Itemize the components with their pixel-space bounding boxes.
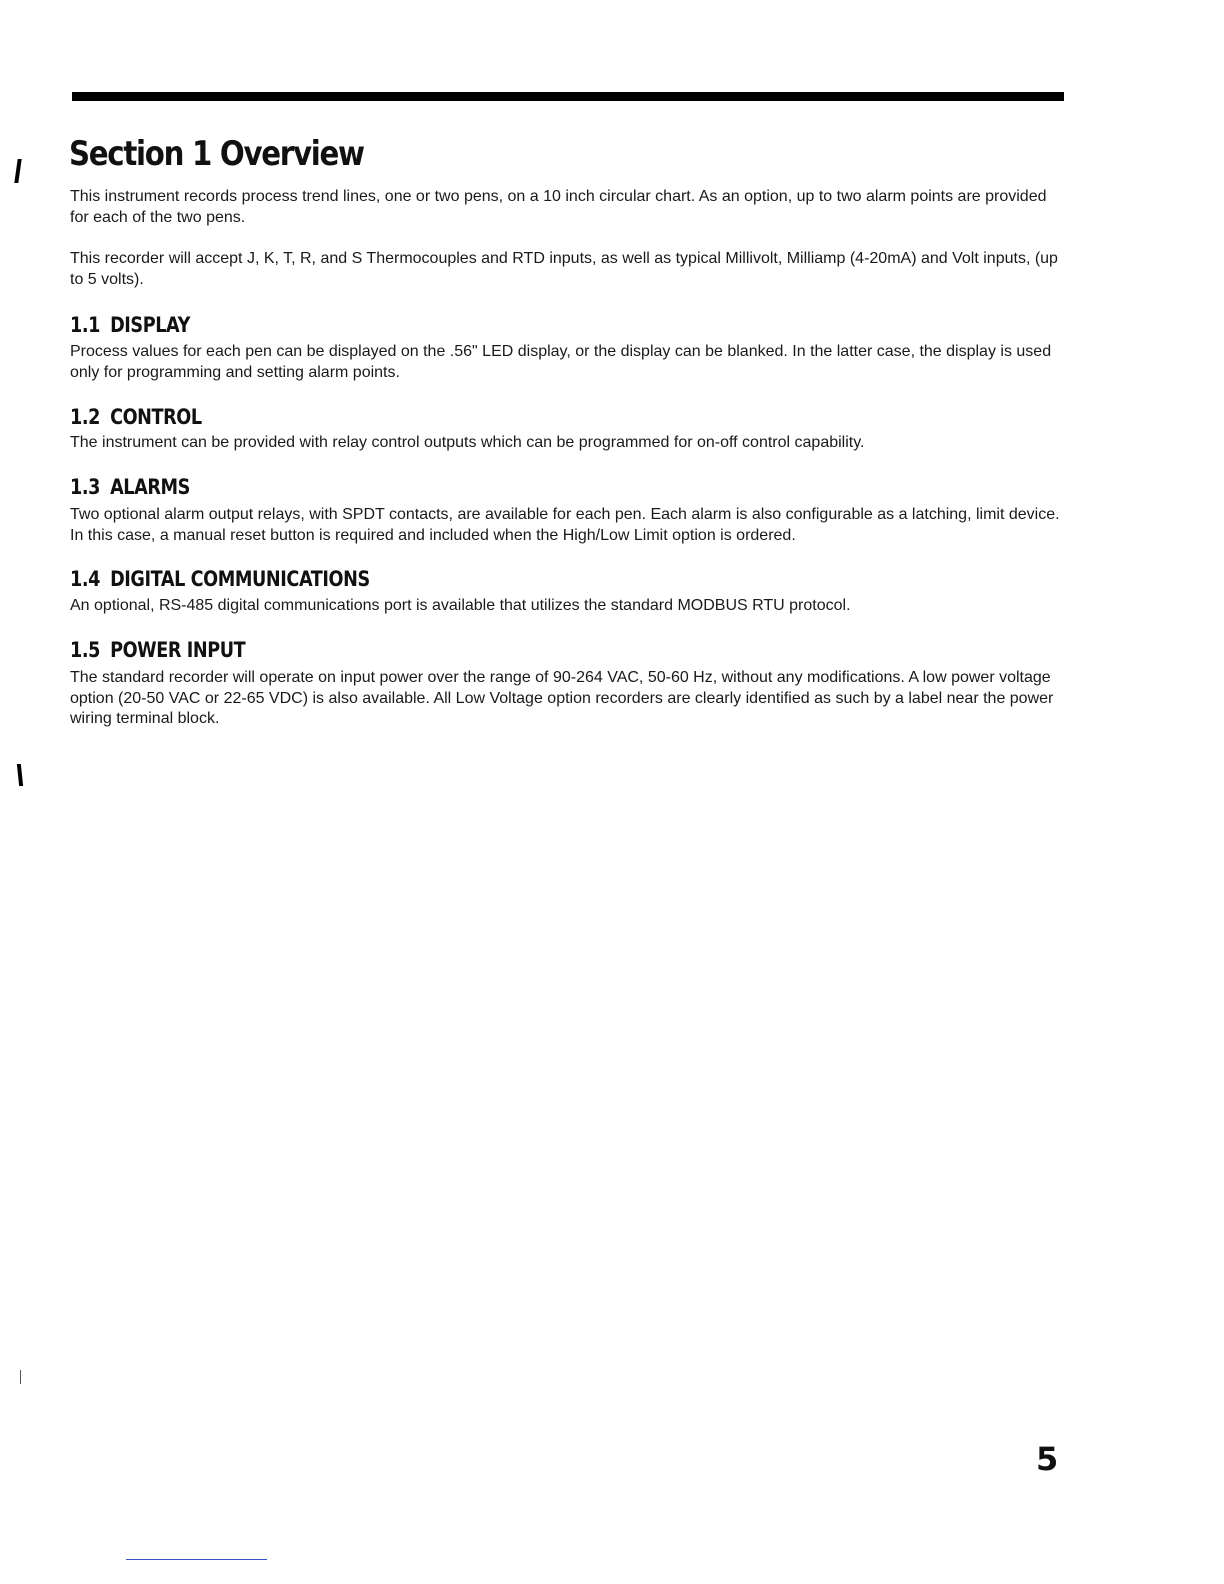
page-number: 5 <box>1036 1440 1059 1478</box>
subsection-number: 1.5 <box>70 638 100 662</box>
subsection-number: 1.4 <box>70 567 100 591</box>
subsection-heading-alarms <box>70 475 190 499</box>
subsection-number: 1.2 <box>70 405 100 429</box>
scan-artifact-mark <box>17 764 23 786</box>
subsection-title: CONTROL <box>110 405 202 429</box>
subsection-heading-power-input <box>70 638 245 662</box>
subsection-heading-control <box>70 405 202 429</box>
subsection-heading-digital-communications <box>70 567 370 591</box>
subsection-body-alarms: Two optional alarm output relays, with SPDT contacts, are available for each pen. Each alarm is also configurable as a latching, limit device. In this case, a manual reset button is required and included when the High/Low Limit option is ordered. <box>70 506 1060 544</box>
subsection-title: DISPLAY <box>110 313 190 337</box>
subsection-body-control: The instrument can be provided with relay control outputs which can be programmed for on-off control capability. <box>70 434 865 451</box>
subsection-title: ALARMS <box>110 475 190 499</box>
section-title: Section 1 Overview <box>69 134 364 174</box>
subsection-title: POWER INPUT <box>110 638 246 662</box>
scan-artifact-mark <box>20 1370 21 1384</box>
intro-paragraph-1: This instrument records process trend lines, one or two pens, on a 10 inch circular chart. As an option, up to two alarm points are provided for each of the two pens. <box>70 188 1047 226</box>
bottom-edge-line <box>126 1559 267 1560</box>
subsection-title: DIGITAL COMMUNICATIONS <box>110 567 370 591</box>
subsection-number: 1.3 <box>70 475 100 499</box>
subsection-number: 1.1 <box>70 313 100 337</box>
intro-paragraph-2: This recorder will accept J, K, T, R, and S Thermocouples and RTD inputs, as well as typical Millivolt, Milliamp (4-20mA) and Volt inputs, (up to 5 volts). <box>70 250 1058 288</box>
subsection-body-display: Process values for each pen can be displayed on the .56" LED display, or the display can be blanked. In the latter case, the display is used only for programming and setting alarm points. <box>70 343 1052 381</box>
subsection-body-digital-communications: An optional, RS-485 digital communications port is available that utilizes the standard MODBUS RTU protocol. <box>70 597 851 614</box>
top-rule <box>72 92 1064 101</box>
subsection-heading-display <box>70 313 190 337</box>
scan-artifact-mark <box>14 159 21 183</box>
subsection-body-power-input: The standard recorder will operate on input power over the range of 90-264 VAC, 50-60 Hz, without any modifications. A low power voltage option (20-50 VAC or 22-65 VDC) is also available. All Low Voltage option recorders are clearly identified as such by a label near the power wiring terminal block. <box>70 669 1054 727</box>
